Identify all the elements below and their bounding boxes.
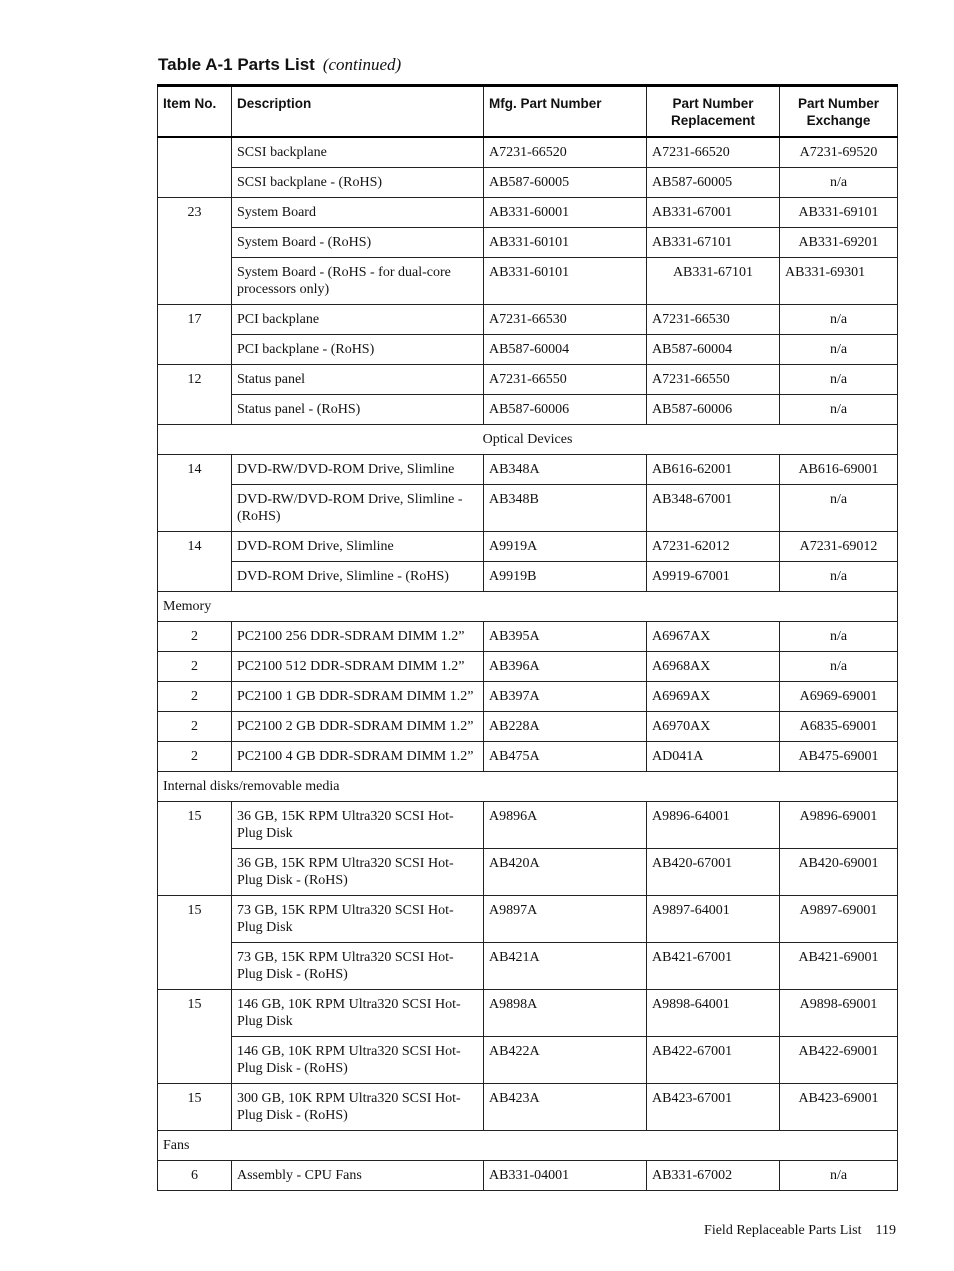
description-cell: SCSI backplane - (RoHS) [232, 167, 484, 197]
description-cell: PC2100 256 DDR-SDRAM DIMM 1.2” [232, 621, 484, 651]
exchange-part-number-cell: A6969-69001 [780, 681, 898, 711]
table-row [158, 197, 898, 227]
description-cell: 73 GB, 15K RPM Ultra320 SCSI Hot-Plug Disk - (RoHS) [232, 942, 484, 989]
header-part-number-replacement: Part Number Replacement [647, 86, 780, 138]
item-no-cell: 15 [158, 1083, 232, 1130]
exchange-part-number-cell: n/a [780, 334, 898, 364]
item-no-cell: 15 [158, 989, 232, 1083]
replacement-part-number-cell: AB348-67001 [647, 484, 780, 531]
description-cell: PC2100 2 GB DDR-SDRAM DIMM 1.2” [232, 711, 484, 741]
item-no-cell: 14 [158, 454, 232, 531]
description-cell: 146 GB, 10K RPM Ultra320 SCSI Hot-Plug Disk - (RoHS) [232, 1036, 484, 1083]
replacement-part-number-cell: AB587-60006 [647, 394, 780, 424]
header-description: Description [232, 86, 484, 138]
replacement-part-number-cell: AB331-67101 [647, 257, 780, 304]
footer-section-title: Field Replaceable Parts List [704, 1223, 862, 1238]
description-cell: DVD-RW/DVD-ROM Drive, Slimline - (RoHS) [232, 484, 484, 531]
table-row [158, 1160, 898, 1190]
table-row [158, 227, 898, 257]
replacement-part-number-cell: AB423-67001 [647, 1083, 780, 1130]
exchange-part-number-cell: n/a [780, 304, 898, 334]
description-cell: PCI backplane [232, 304, 484, 334]
mfg-part-number-cell: AB423A [484, 1083, 647, 1130]
item-no-cell: 15 [158, 801, 232, 895]
replacement-part-number-cell: AB331-67101 [647, 227, 780, 257]
exchange-part-number-cell: n/a [780, 651, 898, 681]
table-row [158, 1036, 898, 1083]
mfg-part-number-cell: AB331-60101 [484, 227, 647, 257]
exchange-part-number-cell: n/a [780, 484, 898, 531]
description-cell: Status panel - (RoHS) [232, 394, 484, 424]
table-row [158, 394, 898, 424]
table-row [158, 531, 898, 561]
mfg-part-number-cell: A7231-66520 [484, 137, 647, 167]
table-row [158, 1083, 898, 1130]
mfg-part-number-cell: AB395A [484, 621, 647, 651]
description-cell: PC2100 512 DDR-SDRAM DIMM 1.2” [232, 651, 484, 681]
exchange-part-number-cell: A9897-69001 [780, 895, 898, 942]
table-row [158, 257, 898, 304]
description-cell: Status panel [232, 364, 484, 394]
exchange-part-number-cell: AB616-69001 [780, 454, 898, 484]
replacement-part-number-cell: AB420-67001 [647, 848, 780, 895]
table-row [158, 334, 898, 364]
replacement-part-number-cell: A7231-66530 [647, 304, 780, 334]
section-heading: Internal disks/removable media [158, 771, 898, 801]
mfg-part-number-cell: A9897A [484, 895, 647, 942]
exchange-part-number-cell: A9898-69001 [780, 989, 898, 1036]
description-cell: PCI backplane - (RoHS) [232, 334, 484, 364]
mfg-part-number-cell: AB420A [484, 848, 647, 895]
exchange-part-number-cell: A7231-69520 [780, 137, 898, 167]
header-mfg-part-number: Mfg. Part Number [484, 86, 647, 138]
mfg-part-number-cell: AB331-04001 [484, 1160, 647, 1190]
table-caption [158, 55, 401, 75]
mfg-part-number-cell: A9919B [484, 561, 647, 591]
mfg-part-number-cell: A9919A [484, 531, 647, 561]
section-row [158, 424, 898, 454]
exchange-part-number-cell: AB331-69101 [780, 197, 898, 227]
description-cell: DVD-RW/DVD-ROM Drive, Slimline [232, 454, 484, 484]
replacement-part-number-cell: A6968AX [647, 651, 780, 681]
description-cell: 36 GB, 15K RPM Ultra320 SCSI Hot-Plug Disk - (RoHS) [232, 848, 484, 895]
table-row [158, 942, 898, 989]
table-row [158, 137, 898, 167]
table-title: Table A-1 Parts List [158, 55, 315, 74]
replacement-part-number-cell: AB421-67001 [647, 942, 780, 989]
item-no-cell: 12 [158, 364, 232, 424]
description-cell: 36 GB, 15K RPM Ultra320 SCSI Hot-Plug Disk [232, 801, 484, 848]
table-row [158, 304, 898, 334]
table-row [158, 741, 898, 771]
table-row [158, 621, 898, 651]
replacement-part-number-cell: AB331-67001 [647, 197, 780, 227]
table-row [158, 711, 898, 741]
table-row [158, 454, 898, 484]
item-no-cell: 2 [158, 651, 232, 681]
description-cell: 73 GB, 15K RPM Ultra320 SCSI Hot-Plug Disk [232, 895, 484, 942]
page-footer [704, 1223, 896, 1239]
table-row [158, 167, 898, 197]
table-row [158, 681, 898, 711]
table-row [158, 651, 898, 681]
exchange-part-number-cell: n/a [780, 364, 898, 394]
table-continued-label: (continued) [322, 55, 402, 74]
exchange-part-number-cell: AB331-69301 [780, 257, 898, 304]
exchange-part-number-cell: AB420-69001 [780, 848, 898, 895]
exchange-part-number-cell: AB422-69001 [780, 1036, 898, 1083]
table-row [158, 364, 898, 394]
description-cell: 146 GB, 10K RPM Ultra320 SCSI Hot-Plug Disk [232, 989, 484, 1036]
mfg-part-number-cell: A7231-66530 [484, 304, 647, 334]
mfg-part-number-cell: AB397A [484, 681, 647, 711]
table-row [158, 848, 898, 895]
page-number: 119 [875, 1223, 896, 1238]
replacement-part-number-cell: A7231-62012 [647, 531, 780, 561]
mfg-part-number-cell: AB475A [484, 741, 647, 771]
table-row [158, 801, 898, 848]
header-row [158, 86, 898, 138]
replacement-part-number-cell: A9919-67001 [647, 561, 780, 591]
item-no-cell: 6 [158, 1160, 232, 1190]
section-row [158, 1130, 898, 1160]
description-cell: System Board [232, 197, 484, 227]
exchange-part-number-cell: n/a [780, 394, 898, 424]
description-cell: PC2100 1 GB DDR-SDRAM DIMM 1.2” [232, 681, 484, 711]
replacement-part-number-cell: A6967AX [647, 621, 780, 651]
mfg-part-number-cell: AB348B [484, 484, 647, 531]
replacement-part-number-cell: AB587-60004 [647, 334, 780, 364]
replacement-part-number-cell: AD041A [647, 741, 780, 771]
mfg-part-number-cell: AB348A [484, 454, 647, 484]
item-no-cell: 2 [158, 681, 232, 711]
item-no-cell: 14 [158, 531, 232, 591]
exchange-part-number-cell: n/a [780, 1160, 898, 1190]
mfg-part-number-cell: AB331-60101 [484, 257, 647, 304]
section-heading: Memory [158, 591, 898, 621]
table-row [158, 561, 898, 591]
description-cell: PC2100 4 GB DDR-SDRAM DIMM 1.2” [232, 741, 484, 771]
table-row [158, 484, 898, 531]
mfg-part-number-cell: AB396A [484, 651, 647, 681]
table-row [158, 989, 898, 1036]
mfg-part-number-cell: AB331-60001 [484, 197, 647, 227]
description-cell: DVD-ROM Drive, Slimline - (RoHS) [232, 561, 484, 591]
replacement-part-number-cell: AB616-62001 [647, 454, 780, 484]
replacement-part-number-cell: A6969AX [647, 681, 780, 711]
exchange-part-number-cell: AB331-69201 [780, 227, 898, 257]
replacement-part-number-cell: A9896-64001 [647, 801, 780, 848]
section-heading: Fans [158, 1130, 898, 1160]
replacement-part-number-cell: A7231-66550 [647, 364, 780, 394]
parts-list-table [157, 84, 898, 1191]
item-no-cell: 17 [158, 304, 232, 364]
item-no-cell: 2 [158, 711, 232, 741]
table-body [158, 137, 898, 1190]
exchange-part-number-cell: AB423-69001 [780, 1083, 898, 1130]
exchange-part-number-cell: n/a [780, 621, 898, 651]
item-no-cell: 2 [158, 741, 232, 771]
description-cell: DVD-ROM Drive, Slimline [232, 531, 484, 561]
replacement-part-number-cell: A6970AX [647, 711, 780, 741]
item-no-cell: 15 [158, 895, 232, 989]
replacement-part-number-cell: AB587-60005 [647, 167, 780, 197]
exchange-part-number-cell: AB421-69001 [780, 942, 898, 989]
replacement-part-number-cell: AB422-67001 [647, 1036, 780, 1083]
exchange-part-number-cell: n/a [780, 561, 898, 591]
section-row [158, 771, 898, 801]
mfg-part-number-cell: AB422A [484, 1036, 647, 1083]
item-no-cell: 23 [158, 197, 232, 304]
mfg-part-number-cell: AB421A [484, 942, 647, 989]
exchange-part-number-cell: AB475-69001 [780, 741, 898, 771]
mfg-part-number-cell: AB587-60006 [484, 394, 647, 424]
mfg-part-number-cell: AB228A [484, 711, 647, 741]
exchange-part-number-cell: A7231-69012 [780, 531, 898, 561]
description-cell: Assembly - CPU Fans [232, 1160, 484, 1190]
mfg-part-number-cell: A7231-66550 [484, 364, 647, 394]
replacement-part-number-cell: AB331-67002 [647, 1160, 780, 1190]
exchange-part-number-cell: A6835-69001 [780, 711, 898, 741]
mfg-part-number-cell: AB587-60004 [484, 334, 647, 364]
description-cell: System Board - (RoHS - for dual-core processors only) [232, 257, 484, 304]
table-row [158, 895, 898, 942]
mfg-part-number-cell: A9896A [484, 801, 647, 848]
header-part-number-exchange: Part Number Exchange [780, 86, 898, 138]
section-row [158, 591, 898, 621]
mfg-part-number-cell: A9898A [484, 989, 647, 1036]
section-heading: Optical Devices [158, 424, 898, 454]
mfg-part-number-cell: AB587-60005 [484, 167, 647, 197]
replacement-part-number-cell: A9897-64001 [647, 895, 780, 942]
exchange-part-number-cell: A9896-69001 [780, 801, 898, 848]
item-no-cell: 2 [158, 621, 232, 651]
description-cell: 300 GB, 10K RPM Ultra320 SCSI Hot-Plug Disk - (RoHS) [232, 1083, 484, 1130]
exchange-part-number-cell: n/a [780, 167, 898, 197]
description-cell: SCSI backplane [232, 137, 484, 167]
description-cell: System Board - (RoHS) [232, 227, 484, 257]
replacement-part-number-cell: A9898-64001 [647, 989, 780, 1036]
header-item-no: Item No. [158, 86, 232, 138]
item-no-cell [158, 137, 232, 197]
replacement-part-number-cell: A7231-66520 [647, 137, 780, 167]
